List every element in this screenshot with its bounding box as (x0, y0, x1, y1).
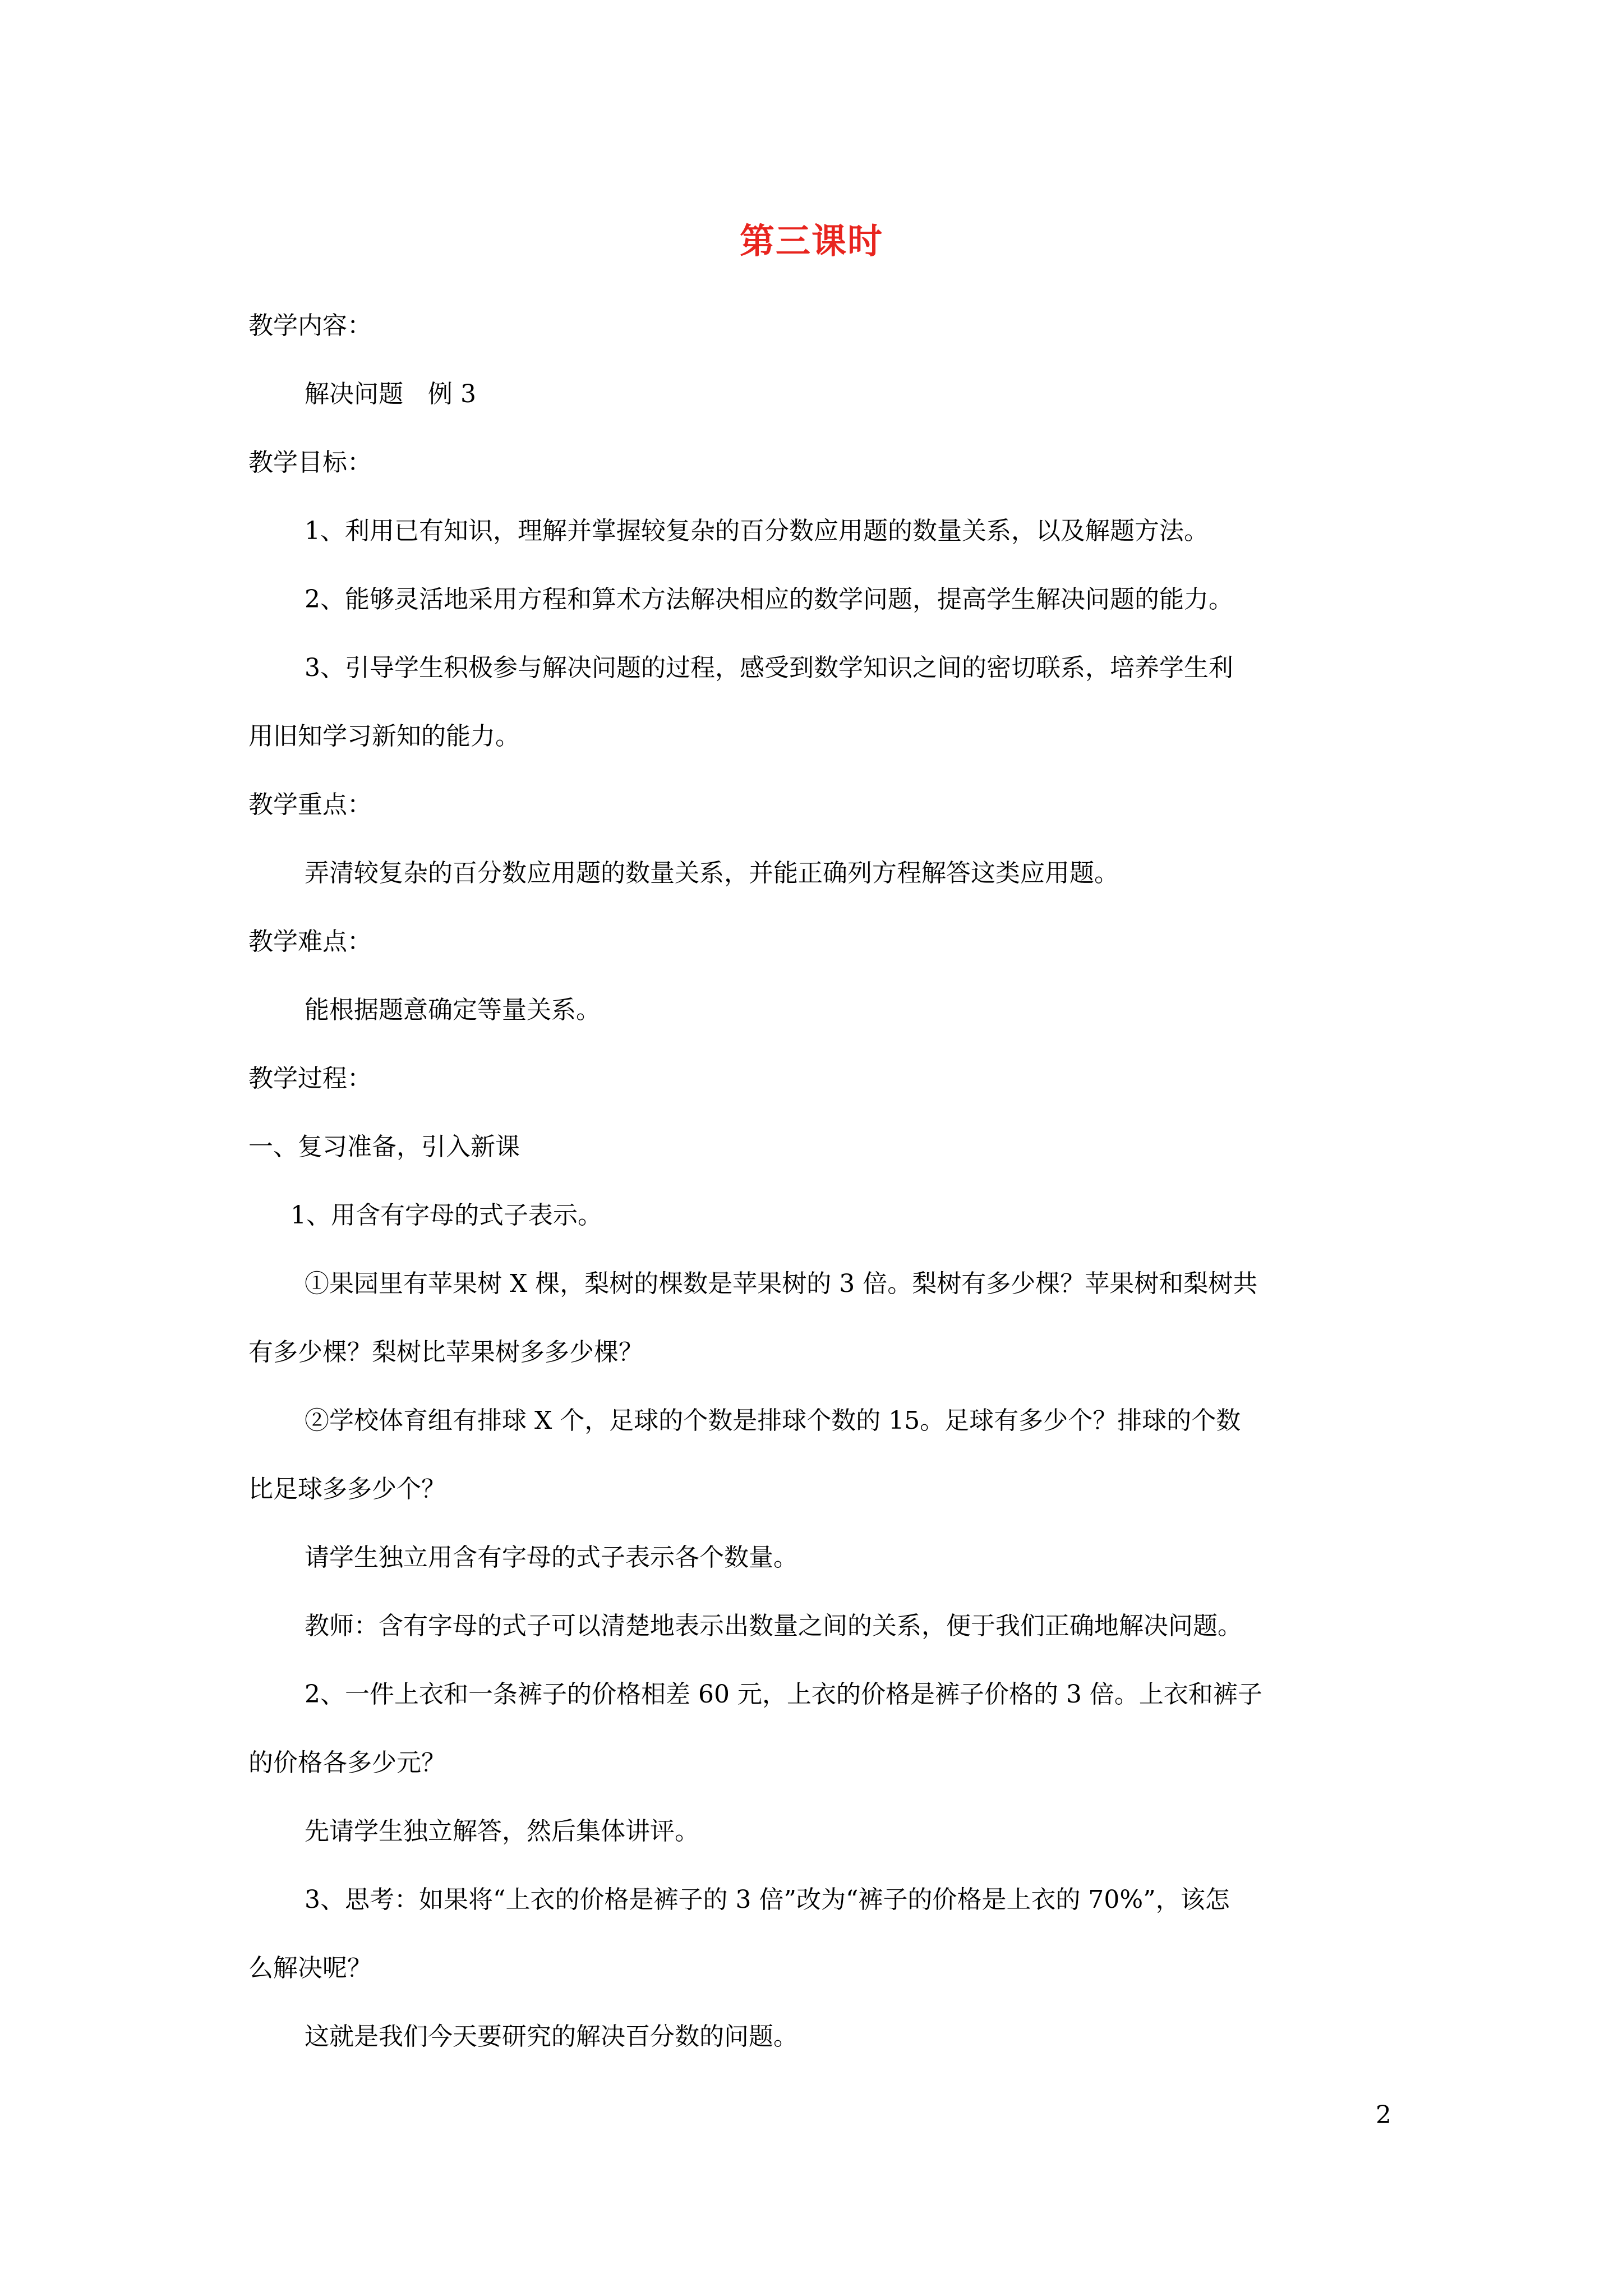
question-2: ②学校体育组有排球 X 个，足球的个数是排球个数的 15。足球有多少个？排球的个数 (305, 1406, 1241, 1435)
question-1-cont: 有多少棵？梨树比苹果树多多少棵？ (248, 1338, 643, 1366)
paragraph-line: 先请学生独立解答，然后集体讲评。 (305, 1817, 699, 1846)
page-number: 2 (1376, 2101, 1391, 2129)
goal-item-2: 2、能够灵活地采用方程和算术方法解决相应的数学问题，提高学生解决问题的能力。 (305, 585, 1233, 614)
paragraph-line: 能根据题意确定等量关系。 (305, 996, 601, 1024)
goal-item-3: 3、引导学生积极参与解决问题的过程，感受到数学知识之间的密切联系，培养学生利 (305, 654, 1233, 682)
question-2-cont: 比足球多多少个？ (248, 1475, 446, 1503)
lesson-title: 第三课时 (739, 220, 883, 261)
question-1: ①果园里有苹果树 X 棵，梨树的棵数是苹果树的 3 倍。梨树有多少棵？苹果树和梨树共 (305, 1269, 1258, 1298)
heading-teaching-goals: 教学目标： (248, 448, 372, 477)
document-body (248, 292, 1395, 2071)
paragraph-line: 这就是我们今天要研究的解决百分数的问题。 (305, 2022, 798, 2051)
paragraph-line: 请学生独立用含有字母的式子表示各个数量。 (305, 1543, 798, 1572)
heading-process: 教学过程： (248, 1064, 372, 1093)
paragraph-line: 弄清较复杂的百分数应用题的数量关系，并能正确列方程解答这类应用题。 (305, 859, 1119, 887)
goal-item-1: 1、利用已有知识，理解并掌握较复杂的百分数应用题的数量关系，以及解题方法。 (305, 517, 1209, 545)
sub-item-2-cont: 的价格各多少元？ (248, 1749, 446, 1777)
section-heading-1: 一、复习准备，引入新课 (248, 1133, 520, 1161)
sub-item-2: 2、一件上衣和一条裤子的价格相差 60 元，上衣的价格是裤子价格的 3 倍。上衣和裤子 (305, 1680, 1262, 1709)
sub-item-1: 1、用含有字母的式子表示。 (291, 1201, 602, 1230)
heading-teaching-content: 教学内容： (248, 311, 372, 340)
paragraph-line: 解决问题 例 3 (305, 380, 476, 408)
paragraph-line: 教师：含有字母的式子可以清楚地表示出数量之间的关系，便于我们正确地解决问题。 (305, 1612, 1242, 1640)
sub-item-3-cont: 么解决呢？ (248, 1954, 372, 1982)
heading-difficulties: 教学难点： (248, 927, 372, 956)
heading-key-points: 教学重点： (248, 790, 372, 819)
goal-item-3-cont: 用旧知学习新知的能力。 (248, 722, 520, 751)
sub-item-3: 3、思考：如果将“上衣的价格是裤子的 3 倍”改为“裤子的价格是上衣的 70%”，该怎 (305, 1885, 1230, 1914)
